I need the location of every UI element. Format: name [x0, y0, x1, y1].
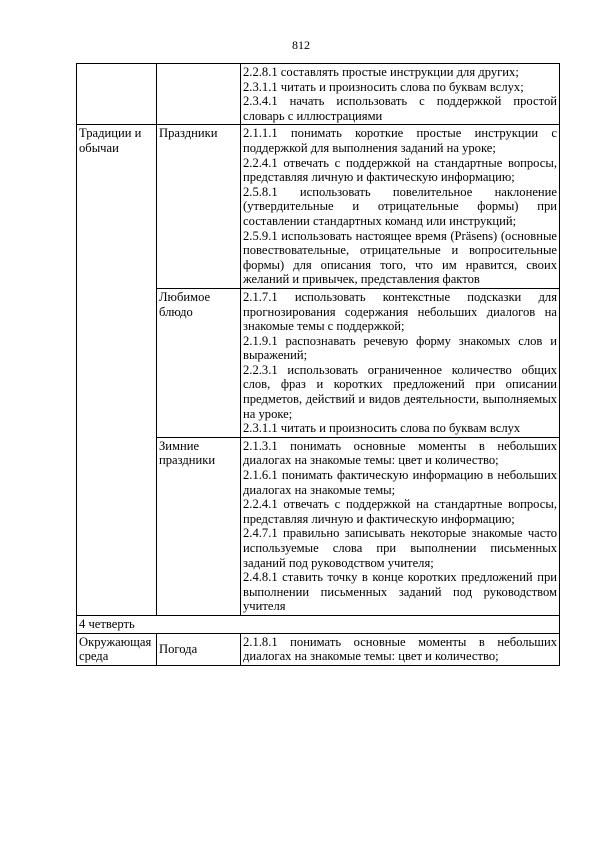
goal-item: 2.3.4.1 начать использовать с поддержкой простой словарь с иллюстрациями — [243, 94, 557, 123]
goals-cell — [241, 125, 560, 289]
page-number: 812 — [292, 38, 310, 52]
goal-item: 2.1.3.1 понимать основные моменты в небольших диалогах на знакомые темы: цвет и количество; — [243, 438, 557, 468]
table-row — [77, 125, 560, 289]
goal-item: 2.2.3.1 использовать ограниченное количество общих слов, фраз и коротких предложений при описании предметов, действий и видов деятельности, выполняемых на уроке; — [243, 362, 557, 421]
goal-item: 2.4.7.1 правильно записывать некоторые знакомые часто используемые слова при выполнении письменных заданий под руководством учителя; — [243, 526, 557, 570]
goal-item: 2.1.9.1 распознавать речевую форму знакомых слов и выражений; — [243, 333, 557, 363]
goal-item: 2.5.8.1 использовать повелительное наклонение (утвердительные и отрицательные формы) при составлении стандартных команд или инструкций; — [243, 184, 557, 228]
goal-item: 2.3.1.1 читать и произносить слова по буквам вслух — [243, 421, 521, 436]
goals-cell — [241, 437, 560, 615]
topic-cell — [77, 633, 157, 665]
curriculum-table — [76, 63, 560, 666]
goal-item: 2.1.7.1 использовать контекстные подсказки для прогнозирования содержания небольших диалогов на знакомые темы с поддержкой; — [243, 289, 557, 334]
goal-item: 2.1.6.1 понимать фактическую информацию в небольших диалогах на знакомые темы; — [243, 468, 557, 497]
goal-item: 2.1.8.1 понимать основные моменты в небольших диалогах на знакомые темы: цвет и количество; — [243, 634, 557, 664]
subtopic-label: Праздники — [159, 126, 218, 141]
subtopic-cell — [157, 288, 241, 437]
table-row — [77, 64, 560, 125]
goals-cell — [241, 633, 560, 665]
topic-cell — [77, 64, 157, 125]
subtopic-label: Любимое блюдо — [159, 289, 211, 319]
goal-item: 2.1.1.1 понимать короткие простые инструкции с поддержкой для выполнения заданий на уроке; — [243, 126, 557, 155]
quarter-row — [77, 615, 560, 633]
goal-item: 2.4.8.1 ставить точку в конце коротких предложений при выполнении письменных заданий под руководством учителя — [243, 570, 557, 614]
subtopic-label: Погода — [159, 641, 198, 656]
subtopic-cell — [157, 633, 241, 665]
goal-item: 2.2.8.1 составлять простые инструкции для других; — [243, 65, 519, 79]
goal-item: 2.2.4.1 отвечать с поддержкой на стандартные вопросы, представляя личную и фактическую информацию; — [243, 497, 557, 526]
topic-label: Традиции и обычаи — [79, 126, 142, 155]
topic-cell — [77, 125, 157, 616]
goals-cell — [241, 64, 560, 125]
subtopic-cell — [157, 125, 241, 289]
subtopic-cell — [157, 437, 241, 615]
quarter-cell — [77, 615, 560, 633]
topic-label: Окружающая среда — [79, 634, 152, 664]
goal-item: 2.2.4.1 отвечать с поддержкой на стандартные вопросы, представляя личную и фактическую информацию; — [243, 155, 557, 185]
subtopic-label: Зимние праздники — [159, 438, 216, 468]
goal-item: 2.3.1.1 читать и произносить слова по буквам вслух; — [243, 79, 524, 94]
goal-item: 2.5.9.1 использовать настоящее время (Präsens) (основные повествовательные, отрицательные и вопросительные формы) для описания того, что им нравится, своих желаний и привычек, представления фактов — [243, 228, 557, 287]
table-row — [77, 633, 560, 665]
subtopic-cell — [157, 64, 241, 125]
quarter-label: 4 четверть — [79, 616, 135, 631]
goals-cell — [241, 288, 560, 437]
